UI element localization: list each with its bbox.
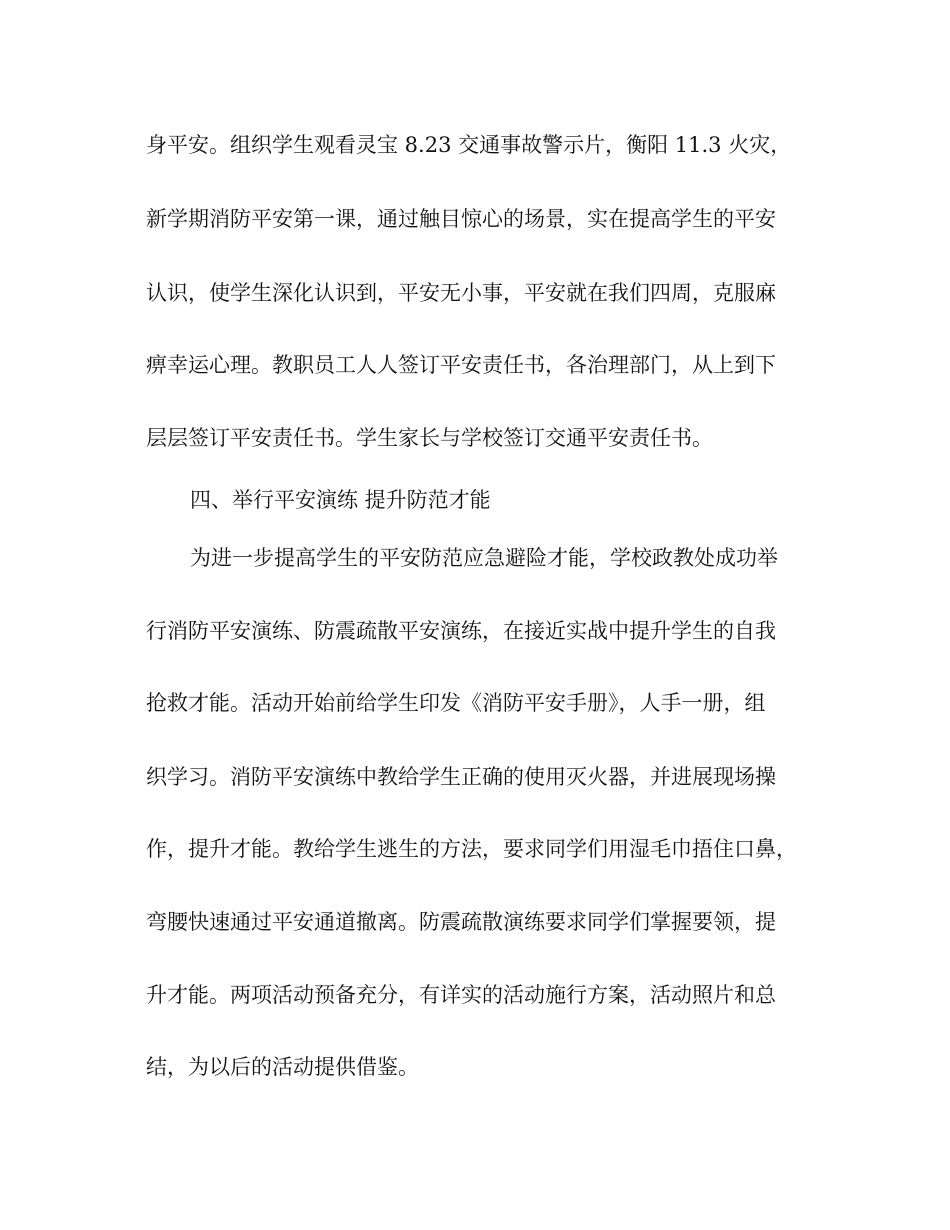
text-line: 作，提升才能。教给学生逃生的方法，要求同学们用湿毛巾捂住口鼻， — [146, 837, 797, 861]
text-line: 弯腰快速通过平安通道撤离。防震疏散演练要求同学们掌握要领，提 — [146, 910, 776, 934]
text-line: 身平安。组织学生观看灵宝 8.23 交通事故警示片，衡阳 11.3 火灾， — [146, 133, 792, 157]
text-line: 织学习。消防平安演练中教给学生正确的使用灭火器，并进展现场操 — [146, 765, 776, 789]
text-line: 层层签订平安责任书。学生家长与学校签订交通平安责任书。 — [146, 426, 713, 450]
paragraph-first-line: 为进一步提高学生的平安防范应急避险才能，学校政教处成功举 — [190, 546, 778, 570]
text-line: 痹幸运心理。教职员工人人签订平安责任书，各治理部门，从上到下 — [146, 353, 776, 377]
text-line: 升才能。两项活动预备充分，有详实的活动施行方案，活动照片和总 — [146, 983, 776, 1007]
text-line: 认识，使学生深化认识到，平安无小事，平安就在我们四周，克服麻 — [146, 281, 776, 305]
section-heading: 四、举行平安演练 提升防范才能 — [190, 488, 491, 512]
text-line: 行消防平安演练、防震疏散平安演练，在接近实战中提升学生的自我 — [146, 619, 776, 643]
text-line: 抢救才能。活动开始前给学生印发《消防平安手册》，人手一册，组 — [146, 691, 766, 715]
text-line: 结，为以后的活动提供借鉴。 — [146, 1055, 419, 1079]
text-line: 新学期消防平安第一课，通过触目惊心的场景，实在提高学生的平安 — [146, 207, 776, 231]
